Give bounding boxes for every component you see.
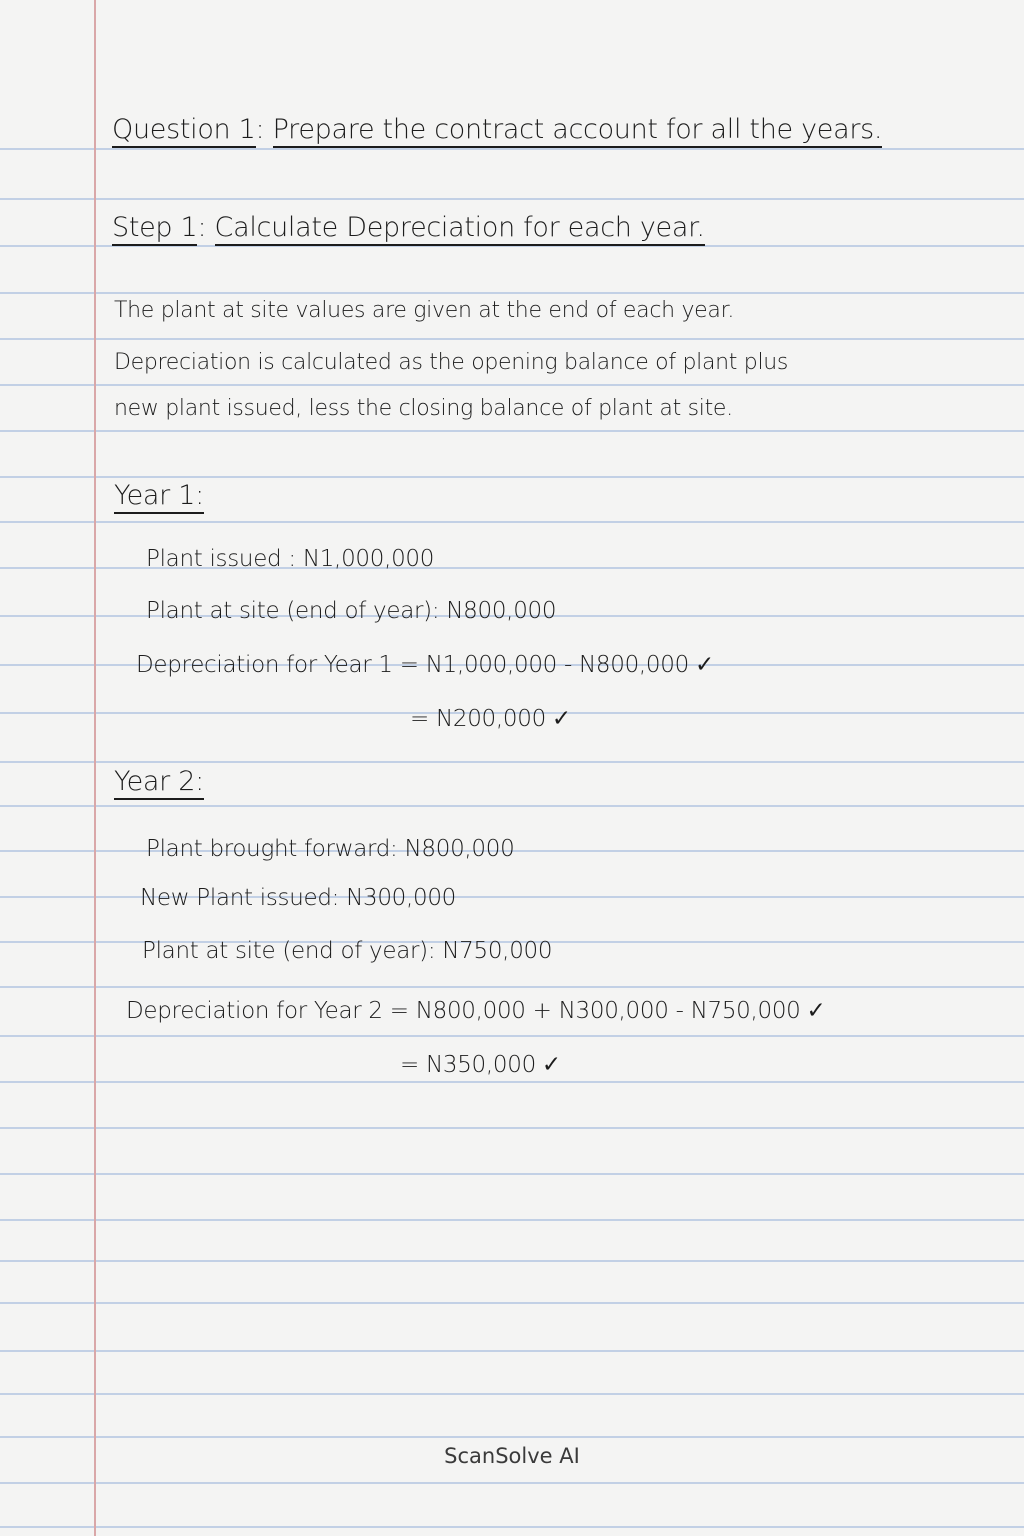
ruled-line: [0, 1219, 1024, 1221]
year1-heading: [114, 480, 204, 511]
ruled-line: [0, 761, 1024, 763]
year2-plant-brought-forward: Plant brought forward: N800,000: [146, 836, 515, 862]
ruled-line: [0, 1350, 1024, 1352]
ruled-line: [0, 1081, 1024, 1083]
year2-new-plant-issued: New Plant issued: N300,000: [140, 885, 456, 911]
year2-heading: [114, 766, 204, 797]
ruled-line: [0, 198, 1024, 200]
ruled-line: [0, 1173, 1024, 1175]
question-heading: [112, 114, 882, 145]
ruled-line: [0, 1393, 1024, 1395]
ruled-line: [0, 521, 1024, 523]
ruled-line: [0, 338, 1024, 340]
brand-watermark: ScanSolve AI: [444, 1444, 580, 1468]
intro-line-1: The plant at site values are given at the end of each year.: [114, 298, 735, 323]
year2-calc-text: Depreciation for Year 2 = N800,000 + N300,000 - N750,000: [126, 998, 801, 1024]
ruled-line: [0, 476, 1024, 478]
ruled-line: [0, 1302, 1024, 1304]
year1-calc-text: Depreciation for Year 1 = N1,000,000 - N800,000: [136, 652, 689, 678]
question-text: Prepare the contract account for all the years.: [273, 114, 883, 148]
margin-line: [94, 0, 96, 1536]
ruled-line: [0, 805, 1024, 807]
ruled-line: [0, 986, 1024, 988]
question-label: Question 1: [112, 114, 256, 148]
ruled-line: [0, 1436, 1024, 1438]
check-icon: ✓: [806, 998, 826, 1024]
year1-plant-issued: Plant issued : N1,000,000: [146, 546, 435, 572]
year1-result-text: = N200,000: [410, 706, 546, 732]
year1-depreciation-result: [410, 706, 571, 732]
year1-depreciation-calc: [136, 652, 714, 678]
check-icon: ✓: [551, 706, 571, 732]
check-icon: ✓: [541, 1052, 561, 1078]
step-separator: :: [197, 212, 207, 243]
intro-line-3: new plant issued, less the closing balance of plant at site.: [114, 396, 733, 421]
year1-plant-at-site: Plant at site (end of year): N800,000: [146, 598, 557, 624]
check-icon: ✓: [694, 652, 714, 678]
year2-heading-text: Year 2:: [114, 766, 204, 800]
ruled-line: [0, 1035, 1024, 1037]
ruled-line: [0, 1482, 1024, 1484]
ruled-line: [0, 430, 1024, 432]
year1-heading-text: Year 1:: [114, 480, 204, 514]
ruled-line: [0, 1127, 1024, 1129]
ruled-line: [0, 1260, 1024, 1262]
ruled-line: [0, 1526, 1024, 1528]
intro-line-2: Depreciation is calculated as the opening balance of plant plus: [114, 350, 789, 375]
question-separator: :: [255, 114, 265, 145]
year2-depreciation-result: [400, 1052, 561, 1078]
year2-plant-at-site: Plant at site (end of year): N750,000: [142, 938, 553, 964]
step-text: Calculate Depreciation for each year.: [215, 212, 705, 246]
year2-depreciation-calc: [126, 998, 825, 1024]
ruled-line: [0, 292, 1024, 294]
year2-result-text: = N350,000: [400, 1052, 536, 1078]
step-heading: [112, 212, 705, 243]
ruled-line: [0, 148, 1024, 150]
step-label: Step 1: [112, 212, 197, 246]
ruled-line: [0, 384, 1024, 386]
